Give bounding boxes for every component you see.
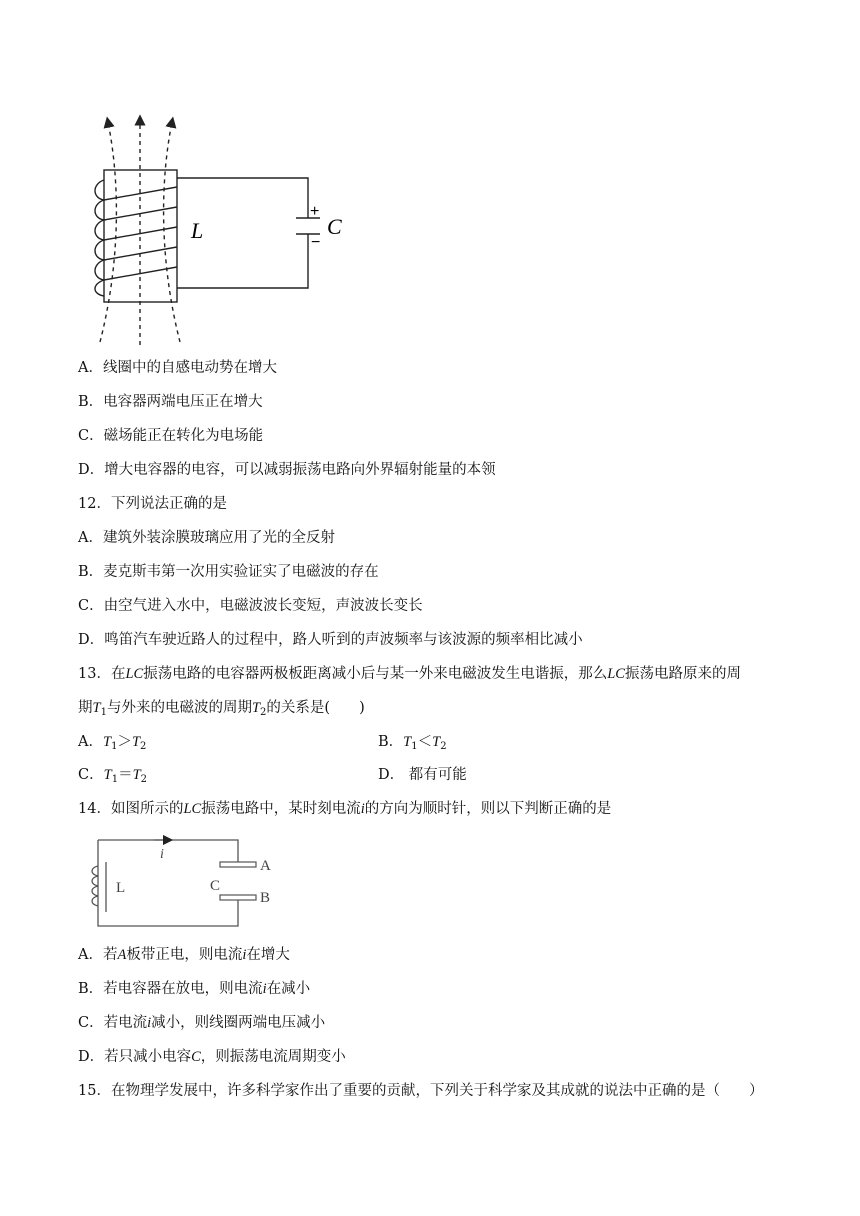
fig2-label-i: i [160,847,164,862]
lc-circuit-figure [88,830,288,938]
fig2-label-A: A [260,858,271,874]
q12-option-b: B．麦克斯韦第一次用实验证实了电磁波的存在 [78,564,379,580]
capacitor-minus: − [311,234,321,251]
q12-option-c: C．由空气进入水中，电磁波波长变短，声波波长变长 [78,598,423,614]
q13-stem-line1: 13．在LC振荡电路的电容器两极板距离减小后与某一外来电磁波发生电谐振，那么LC振荡电路原来的周 [78,666,741,682]
q14-option-b: B．若电容器在放电，则电流i在减小 [78,981,311,997]
label-L: L [191,218,204,243]
q15-stem: 15．在物理学发展中，许多科学家作出了重要的贡献，下列关于科学家及其成就的说法中正确的是（ ） [78,1083,764,1099]
q12-option-a: A．建筑外装涂膜玻璃应用了光的全反射 [78,530,335,546]
q11-option-d: D．增大电容器的电容，可以减弱振荡电路向外界辐射能量的本领 [78,462,496,478]
q14-stem: 14．如图所示的LC振荡电路中，某时刻电流i的方向为顺时针，则以下判断正确的是 [78,801,612,817]
fig2-label-L: L [116,880,126,896]
inductor-capacitor-figure [90,112,360,347]
q11-option-a: A．线圈中的自感电动势在增大 [78,360,277,376]
q13-option-d: D． 都有可能 [378,767,467,783]
q13-stem-line2: 期$T_1$与外来的电磁波的周期$T_2$的关系是( ) [78,700,365,718]
q14-option-d: D．若只减小电容C，则振荡电流周期变小 [78,1049,346,1065]
label-C: C [327,214,342,239]
fig2-label-B: B [260,890,271,906]
q11-option-b: B．电容器两端电压正在增大 [78,394,263,410]
fig2-label-C: C [210,878,221,894]
q13-option-a: A．$T_1>T_2$ [78,734,147,752]
q14-option-c: C．若电流i减小，则线圈两端电压减小 [78,1015,326,1031]
q12-stem: 12．下列说法正确的是 [78,496,227,512]
q12-option-d: D．鸣笛汽车驶近路人的过程中，路人听到的声波频率与该波源的频率相比减小 [78,632,583,648]
q14-option-a: A．若A板带正电，则电流i在增大 [78,947,290,963]
q13-option-c: C．$T_1=T_2$ [78,767,148,785]
q13-option-b: B．$T_1<T_2$ [378,734,447,752]
capacitor-plus: + [310,203,320,220]
q11-option-c: C．磁场能正在转化为电场能 [78,428,264,444]
